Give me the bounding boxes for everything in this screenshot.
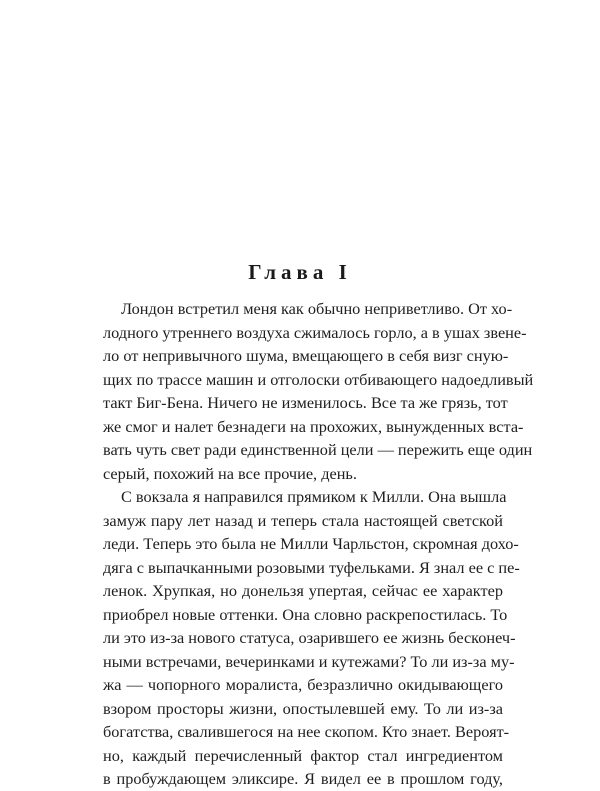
- text-line: лодного утреннего воздуха сжималось горло, а в ушах звене-: [103, 322, 527, 342]
- text-line: вать чуть свет ради единственной цели — пережить еще один: [103, 440, 533, 459]
- text-line: замуж пару лет назад и теперь стала настоящей светской: [103, 510, 503, 530]
- text-line: в пробуждающем эликсире. Я видел ее в прошлом году,: [103, 769, 503, 788]
- paragraph: [103, 485, 520, 791]
- paragraph: [103, 297, 534, 485]
- text-line: С вокзала я направился прямиком к Милли. Она вышла: [121, 487, 507, 506]
- text-line: серый, похожий на все прочие, день.: [103, 463, 357, 483]
- text-line: богатства, свалившегося на нее скопом. Кто знает. Вероят-: [103, 722, 510, 741]
- text-line: ленок. Хрупкая, но донельзя упертая, сейчас ее характер: [103, 581, 503, 600]
- text-line: Лондон встретил меня как обычно неприветливо. От хо-: [121, 299, 513, 318]
- text-line: ли это из-за нового статуса, озарившего ее жизнь бесконеч-: [103, 628, 516, 647]
- body-text: [103, 297, 534, 791]
- text-line: но, каждый перечисленный фактор стал ингредиентом: [103, 745, 503, 765]
- text-line: же смог и налет безнадеги на прохожих, вынужденных вста-: [103, 416, 524, 436]
- text-line: такт Биг-Бена. Ничего не изменилось. Все та же грязь, тот: [103, 393, 508, 412]
- text-line: ло от непривычного шума, вмещающего в себя визг сную-: [103, 346, 509, 365]
- text-line: жа — чопорного моралиста, безразлично окидывающего: [103, 675, 503, 694]
- text-line: приобрел новые оттенки. Она словно раскрепостилась. То: [103, 604, 508, 624]
- text-line: леди. Теперь это была не Милли Чарльстон, скромная дохо-: [103, 534, 519, 553]
- chapter-title: Глава I: [248, 260, 352, 284]
- text-line: дяга с выпачканными розовыми туфельками. Я знал ее с пе-: [103, 557, 520, 577]
- text-line: щих по трассе машин и отголоски отбивающего надоедливый: [103, 369, 534, 389]
- text-line: взором просторы жизни, опостылевшей ему. То ли из-за: [103, 698, 503, 718]
- text-line: ными встречами, вечеринками и кутежами? То ли из-за му-: [103, 651, 515, 671]
